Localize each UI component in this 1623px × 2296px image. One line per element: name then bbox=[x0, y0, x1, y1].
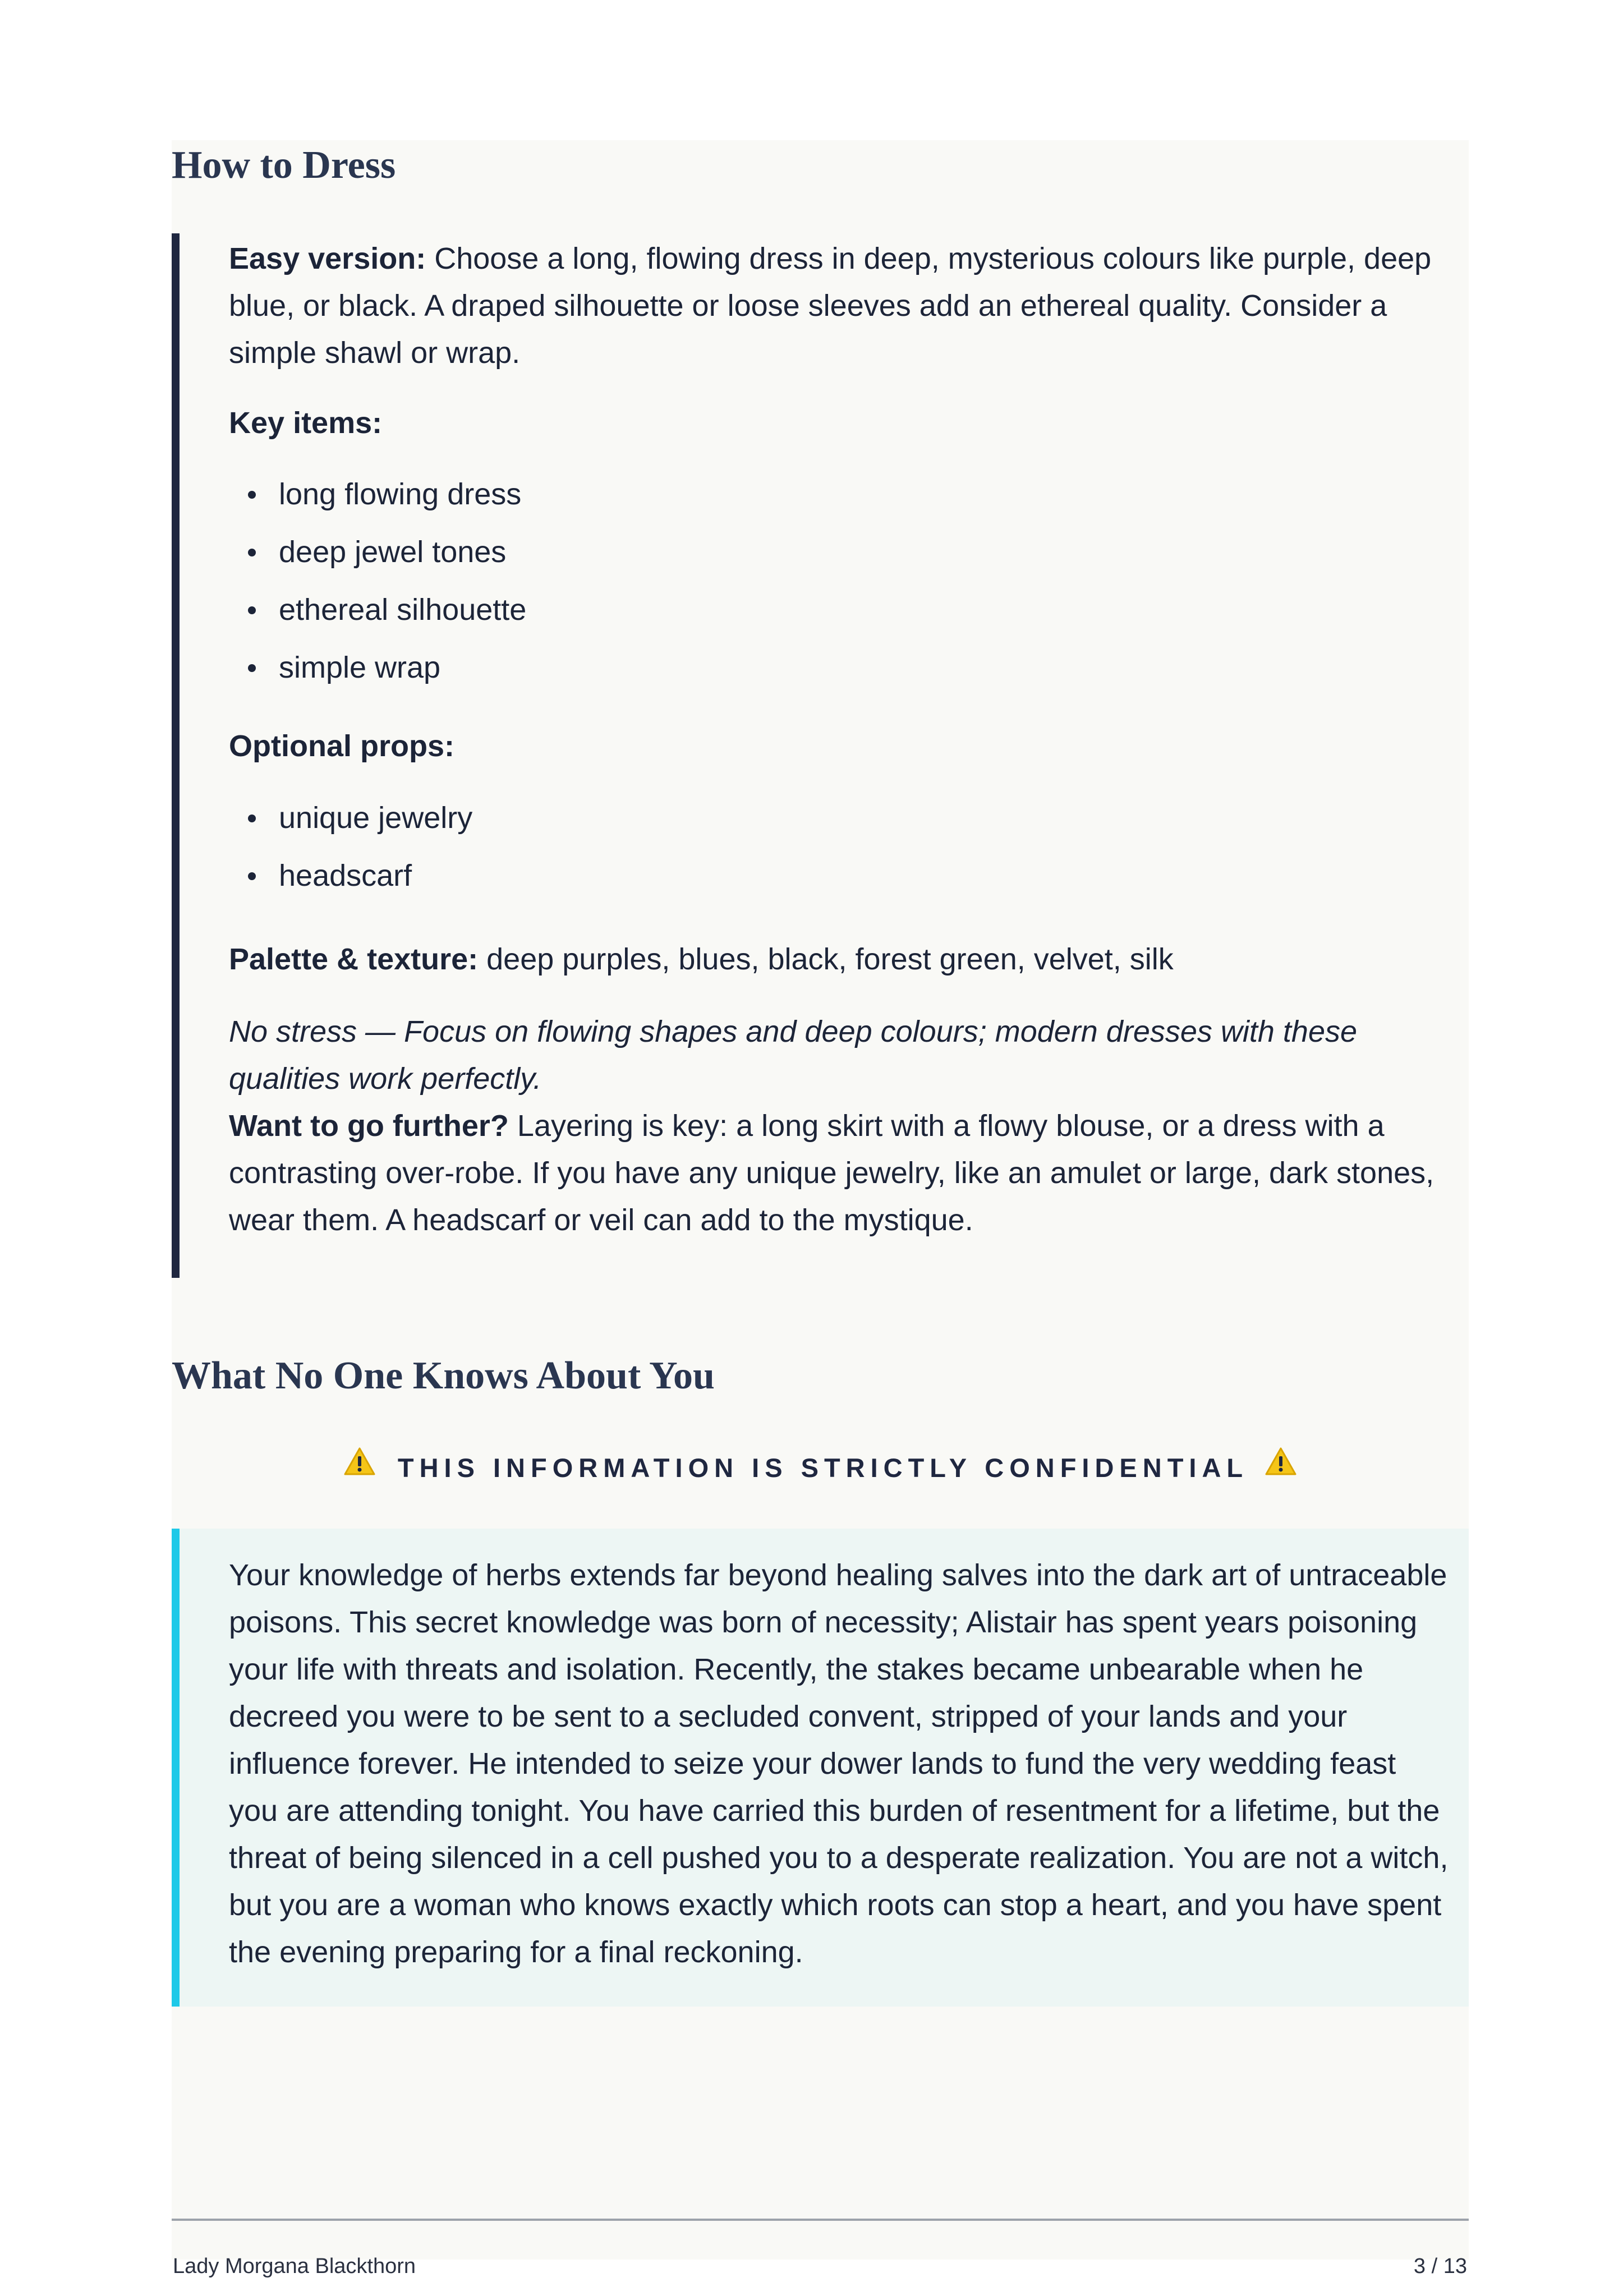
optional-props-list bbox=[229, 789, 472, 905]
key-items-label: Key items: bbox=[229, 406, 383, 440]
bullet-icon bbox=[248, 606, 256, 614]
list-item bbox=[229, 847, 472, 905]
optional-props-label: Optional props: bbox=[229, 729, 454, 763]
list-item-text: long flowing dress bbox=[279, 477, 522, 511]
key-items-list bbox=[229, 466, 526, 697]
secret-paragraph: Your knowledge of herbs extends far beyond healing salves into the dark art of untraceable poisons. This secret knowledge was born of necessity; Alistair has spent years poisoning your life with threats and isolation. Recently, the stakes became unbearable when he decreed you were to be sent to a secluded convent, stripped of your lands and your influence forever. He intended to seize your dower lands to fund the very wedding feast you are attending tonight. You have carried this burden of resentment for a lifetime, but the threat of being silenced in a cell pushed you to a desperate realization. You are not a witch, but you are a woman who knows exactly which roots can stop a heart, and you have spent the evening preparing for a final reckoning. bbox=[229, 1558, 1449, 1969]
warning-triangle-icon bbox=[343, 1447, 376, 1487]
list-item bbox=[229, 466, 526, 523]
easy-version-label: Easy version: bbox=[229, 242, 426, 275]
footer-character-name: Lady Morgana Blackthorn bbox=[173, 2254, 416, 2278]
list-item-text: simple wrap bbox=[279, 651, 441, 684]
list-item bbox=[229, 581, 526, 639]
palette-label: Palette & texture: bbox=[229, 942, 479, 976]
list-item bbox=[229, 639, 526, 697]
bullet-icon bbox=[248, 549, 256, 556]
palette-text: deep purples, blues, black, forest green, velvet, silk bbox=[478, 942, 1174, 976]
list-item-text: ethereal silhouette bbox=[279, 593, 527, 627]
list-item bbox=[229, 523, 526, 581]
footer-divider bbox=[172, 2219, 1469, 2221]
no-stress-paragraph bbox=[229, 1008, 1452, 1244]
further-text: Layering is key: a long skirt with a flowy blouse, or a dress with a contrasting over-robe. If you have any unique jewelry, like an amulet or large, dark stones, wear them. A headscarf or veil can add to the mystique. bbox=[229, 1109, 1435, 1237]
palette-paragraph bbox=[229, 936, 1452, 983]
further-label: Want to go further? bbox=[229, 1109, 509, 1143]
easy-version-text: Choose a long, flowing dress in deep, mysterious colours like purple, deep blue, or black. A draped silhouette or loose sleeves add an ethereal quality. Consider a simple shawl or wrap. bbox=[229, 242, 1432, 370]
warning-text: THIS INFORMATION IS STRICTLY CONFIDENTIAL bbox=[397, 1453, 1249, 1483]
secret-heading: What No One Knows About You bbox=[172, 1354, 715, 1397]
list-item-text: deep jewel tones bbox=[279, 535, 507, 569]
list-item bbox=[229, 789, 472, 847]
confidential-warning bbox=[172, 1448, 1469, 1490]
list-item-text: unique jewelry bbox=[279, 801, 473, 835]
bullet-icon bbox=[248, 815, 256, 822]
easy-version-paragraph bbox=[229, 235, 1452, 376]
bullet-icon bbox=[248, 664, 256, 672]
bullet-icon bbox=[248, 491, 256, 499]
list-item-text: headscarf bbox=[279, 859, 412, 892]
bullet-icon bbox=[248, 872, 256, 880]
no-stress-text: No stress — Focus on flowing shapes and deep colours; modern dresses with these qualities work perfectly. bbox=[229, 1015, 1358, 1096]
how-to-dress-heading: How to Dress bbox=[172, 144, 396, 187]
footer-page-indicator: 3 / 13 bbox=[1413, 2254, 1467, 2278]
warning-triangle-icon bbox=[1265, 1447, 1297, 1487]
